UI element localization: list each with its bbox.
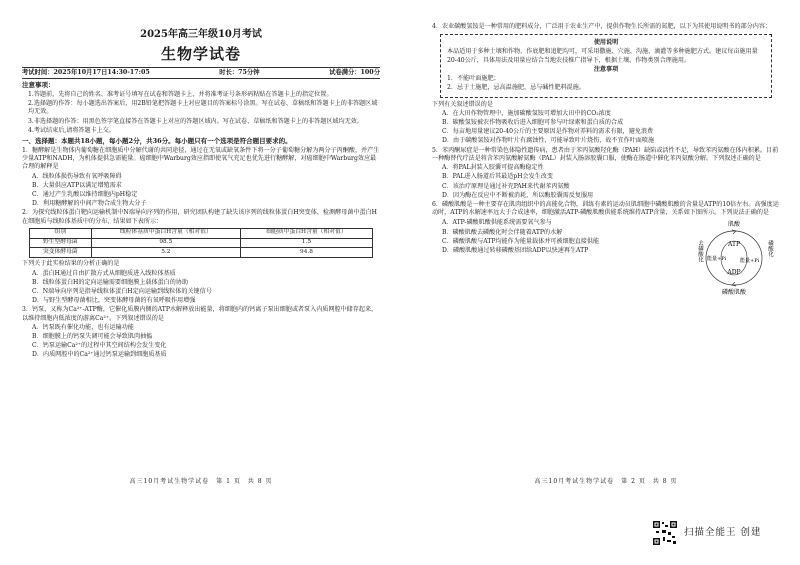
- table-cell: 98.5: [91, 238, 241, 248]
- question-6-option-d: D．磷酸肌酸通过转移磷酸基团给ADP以快速再生ATP: [442, 247, 589, 255]
- question-6-option-b: B．磷酸肌酸去磷酸化时会伴随着ATP的水解: [442, 228, 563, 236]
- question-4-option-a: A．在大田作物管理中，施加碳酸氢铵可增加大田中的CO₂浓度: [442, 109, 611, 117]
- table-cell: 野生型酵母菌: [30, 238, 91, 248]
- question-6-option-c: C．磷酸肌酸与ATP均能作为能量载体并可被细胞直接供能: [442, 237, 600, 245]
- question-4-prompt: 下列有关叙述错误的是: [432, 100, 493, 108]
- exam-meta: [22, 67, 380, 80]
- label-creatine: 肌酸: [727, 221, 741, 229]
- question-2-option-d: D．与野生型酵母菌相比，突变体酵母菌的有氧呼吸作用增强: [32, 297, 196, 305]
- page-footer-right: 高三10月考试生物学试卷 第 2 页 共 8 页: [534, 478, 678, 485]
- question-3-option-b: B．细胞膜上的钙泵失调可能会导致肌肉抽搐: [32, 333, 153, 341]
- question-5-stem: 5．苯丙酮尿症是一种常染色体隐性遗传病，患者由于苯丙氨酸羟化酶（PAH）缺陷或活性不足，导致苯丙氨酸在体内积累。目前一种酶替代疗法是将含苯丙氨酸解氨酶（PAL）封装入肠溶胶囊口服，使酶在肠道中催化苯丙氨酸分解。下列叙述正确的是: [432, 146, 779, 162]
- label-atp: ATP: [727, 241, 741, 249]
- table-cell: 突变体酵母菌: [30, 248, 91, 258]
- notice-heading: 注意事项：: [22, 81, 55, 90]
- label-energy-pi-right: 能量+Pi: [740, 258, 760, 265]
- question-3-option-c: C．钙泵运输Ca²⁺的过程中其空间结构会发生变化: [32, 342, 167, 350]
- table-row: [30, 248, 373, 258]
- question-1-option-c: C．通过产生乳酸以维持细胞内pH稳定: [32, 190, 138, 198]
- question-6-stem: 6．磷酸肌酸是一种主要存在肌肉组织中的高能化合物，训练有素的运动员肌细胞中磷酸肌酸的含量是ATP的10倍左右。高强度运动时，ATP的水解速率远大于合成速率，细胞激活ATP-磷酸肌酸供能系统维持ATP含量，关系如下图所示。下列说法正确的是: [432, 200, 779, 217]
- table-row: [30, 238, 373, 248]
- page-footer-left: 高三10月考试生物学试卷 第 1 页 共 8 页: [129, 478, 273, 485]
- notice-item: 2.选择题的作答：每小题选出答案后，用2B铅笔把答题卡上对应题目的答案标号涂黑。写在试卷、草稿纸和答题卡上的非答题区域均无效。: [28, 100, 378, 116]
- question-3-option-d: D．内质网腔中的Ca²⁺通过钙泵运输到细胞质基质: [32, 351, 167, 359]
- question-1-stem: 1．糖酵解是生物体内葡萄糖在细胞质中分解代谢的共同途径，通过在无氧或缺氧条件下将一分子葡萄糖分解为两分子丙酮酸，并产生少量ATP和NADH，为机体提供急需能量。癌细胞中Warburg效应指即使氧气充足也优先进行糖酵解，对癌细胞中Warburg效应最合理的解释是: [22, 146, 380, 171]
- right-page: [432, 22, 780, 492]
- instruction-box: [440, 34, 772, 97]
- notice-item: 4.考试结束后,请将答题卡上交。: [28, 126, 115, 134]
- label-dephosphorylation: 去磷酸化: [697, 240, 703, 263]
- section-heading: 一、选择题：本题共18小题，每小题2分，共36分。每小题只有一个选项是符合题目要求的。: [22, 137, 292, 146]
- table-header-cell: 细胞质中蛋白H含量（相对值）: [241, 228, 373, 238]
- question-2-option-b: B．线粒体蛋白H的定向运输需要细胞膜上载体蛋白的协助: [32, 278, 189, 286]
- label-phosphocreatine: 磷酸肌酸: [721, 289, 747, 297]
- question-1-option-d: D．利用糖酵解的中间产物合成生物大分子: [32, 200, 147, 208]
- question-6-option-a: A．ATP-磷酸肌酸供能系统需要氧气参与: [442, 219, 552, 227]
- question-1-option-b: B．大量供应ATP以满足增殖需求: [32, 181, 122, 189]
- label-phosphorylation: 磷酸化: [767, 240, 773, 257]
- caution-item: 1．不能叶面施肥；: [447, 75, 500, 83]
- table-cell: 94.8: [241, 248, 373, 258]
- question-4-option-c: C．每亩地用量建议20-40公斤的主要原因是作物对养料的需求有限，避免浪费: [442, 128, 654, 136]
- arrow-head-icon: [732, 282, 736, 286]
- question-5-option-b: B．PAL进入肠道后其最适pH会发生改变: [442, 173, 553, 181]
- caution-item: 2．忌于土施肥，忌高温施肥，忌与碱性肥料混施。: [447, 84, 585, 92]
- subject-title: 生物学试卷: [160, 44, 241, 63]
- question-3-stem: 3．钙泵，又称为Ca²⁺-ATP酶，它催化质膜内侧的ATP水解释放出能量，将细胞内的钙离子泵出细胞或者泵入内质网腔中储存起来，以维持细胞内低浓度的游离Ca²⁺。下列叙述错误的是: [22, 306, 378, 322]
- scanner-watermark: [652, 520, 762, 546]
- question-6-options: [432, 218, 688, 296]
- data-table: [29, 228, 373, 258]
- question-3-option-a: A．钙泵既有催化功能，也有运输功能: [32, 323, 134, 331]
- instruction-box-title: 使用说明: [593, 39, 619, 47]
- question-5-option-c: C．该治疗原理是通过补充PAH来代谢苯丙氨酸: [442, 182, 570, 190]
- exam-time: 考试时间：2025年10月17日14:30-17:05: [22, 68, 150, 76]
- question-4-stem: 4．农业碳酸氢铵是一种常用的肥料成分，广泛用于农业生产中，提供作物生长所需的氮肥，以下为其使用说明书的部分内容：: [432, 23, 772, 30]
- left-page: [22, 22, 380, 492]
- exam-score: 试卷满分：100分: [329, 68, 380, 76]
- phosphocreatine-cycle-diagram: [688, 218, 780, 296]
- question-5-option-a: A．将PAL封装入胶囊可提高酶稳定性: [442, 164, 544, 172]
- label-energy-pi-left: 能量+Pi: [707, 256, 727, 263]
- question-6-body: [432, 218, 780, 296]
- question-4-option-b: B．碳酸氢铵被农作物吸收后进入细胞可参与叶绿素和蛋白质的合成: [442, 118, 624, 126]
- exam-duration: 时长：75分钟: [219, 68, 260, 76]
- question-2-stem: 2．为探究线粒体蛋白靶向运输机制中N端导向序列的作用，研究团队构建了缺失该序列的线粒体蛋白H突变体，检测酵母菌中蛋白H在细胞质与线粒体基质中的分布，结果如下表所示：: [22, 209, 377, 225]
- table-cell: 1.5: [241, 238, 373, 248]
- instruction-box-text: 本品适用于多种土壤和作物，作底肥和追肥均可，可采用撒施、穴施、沟施、滴灌等多种施肥方式。建议每亩施用量20-40公斤，具体用法及用量应结合当地农技推广指导下，根据土壤、作物类别合理施用。: [447, 48, 758, 64]
- question-1-option-a: A．线粒体损伤导致有氧呼吸障碍: [32, 172, 122, 180]
- label-adp: ADP: [727, 269, 741, 277]
- question-5-option-d: D．因为酶在反应中不断被消耗，所以酶胶囊需反复服用: [442, 191, 594, 199]
- question-2-option-c: C．N端导向序列是指导线粒体蛋白H定向运输到线粒体的关键信号: [32, 287, 212, 295]
- question-2-prompt: 下列关于此实验结果的分析正确的是: [22, 260, 120, 268]
- scanner-watermark-text: 扫描全能王 创建: [684, 526, 762, 538]
- caution-title: 注意事项: [593, 65, 619, 73]
- table-header-cell: 线粒体基质中蛋白H含量（相对值）: [91, 228, 241, 238]
- question-2-option-a: A．蛋白H通过自由扩散方式从细胞质进入线粒体基质: [32, 269, 176, 277]
- table-header-row: [30, 228, 373, 238]
- notice-item: 3.非选择题的作答：用黑色签字笔直接答在答题卡上对应的答题区域内。写在试卷、草稿纸和答题卡上的非答题区域均无效。: [28, 117, 363, 125]
- qr-code-icon: [652, 520, 678, 546]
- arrow-head-icon: [732, 230, 736, 234]
- table-cell: 5.2: [91, 248, 241, 258]
- question-4-option-d: D．由于碳酸氢铵对作物叶片有腐蚀性，可能导致叶片烧伤，故不宜作叶面喷施: [442, 137, 655, 145]
- table-header-cell: 组别: [30, 228, 91, 238]
- exam-title: 2025年高三年级10月考试: [140, 29, 262, 40]
- notice-item: 1.答题前，先将自己的姓名、准考证号填写在试卷和答题卡上，并将准考证号条形码粘贴在答题卡上的指定位置。: [28, 91, 333, 99]
